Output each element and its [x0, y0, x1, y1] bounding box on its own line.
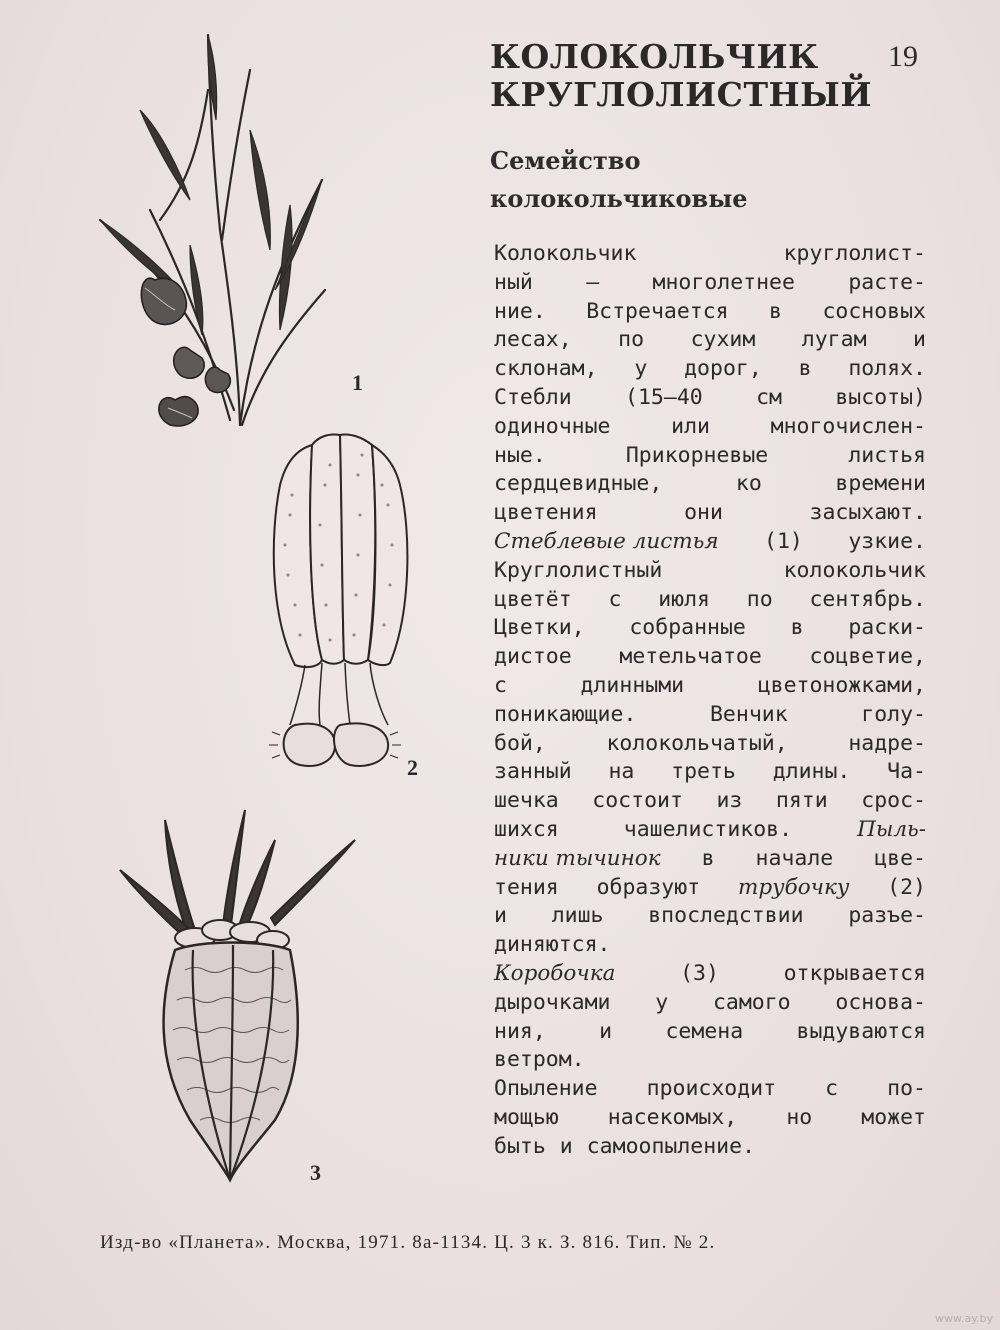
italic-term: Стеблевые листья: [494, 528, 719, 554]
word: длинными: [580, 672, 685, 698]
word: (15—40: [625, 384, 703, 410]
text-line: [494, 931, 926, 960]
word: времени: [835, 471, 926, 497]
word: Венчик: [709, 701, 788, 727]
word: пяти: [775, 788, 828, 814]
text-line: [494, 384, 926, 413]
word: (2): [887, 874, 926, 900]
text-line: [494, 240, 926, 269]
word: лугам: [801, 327, 867, 353]
italic-term: трубочку: [737, 874, 850, 900]
word: длины.: [772, 759, 851, 785]
word: см: [756, 384, 782, 410]
word: чашелистиков.: [623, 816, 793, 842]
word: шихся: [494, 816, 559, 842]
word: голу-: [861, 701, 926, 727]
italic-term: ники тычинок: [494, 845, 661, 871]
word: засыхают.: [809, 500, 926, 526]
word: ные.: [494, 442, 546, 468]
word: сентябрь.: [809, 586, 926, 612]
word: круглолист-: [783, 241, 926, 266]
family-line-1: Семейство: [490, 146, 641, 175]
text-line: [494, 845, 926, 874]
capsule-illustration: [115, 800, 365, 1190]
word: одиночные: [494, 413, 611, 439]
word: цве-: [874, 845, 926, 871]
italic-term: Коробочка: [494, 960, 616, 986]
text-line: [494, 1018, 926, 1047]
text-line: [494, 758, 926, 787]
word: многолетнее: [652, 269, 795, 295]
text-line: [494, 470, 926, 499]
word: основа-: [835, 989, 926, 1015]
description-text: [494, 240, 926, 1162]
text-line: [494, 442, 926, 471]
text-line: [494, 614, 926, 643]
family-line-2: колокольчиковые: [490, 184, 748, 213]
word: по-: [887, 1076, 926, 1102]
word: высоты): [835, 384, 926, 410]
word: полях.: [848, 356, 926, 382]
word: в: [798, 356, 812, 382]
text-line: [494, 413, 926, 442]
word: узкие.: [848, 528, 926, 554]
word: цветения: [494, 500, 598, 526]
italic-term: Пыль-: [857, 816, 926, 842]
word: Ча-: [887, 759, 926, 785]
watermark: www.ay.by: [935, 1312, 994, 1325]
word: но: [786, 1104, 813, 1130]
word: ко: [735, 471, 762, 497]
publisher-footer: Изд-во «Планета». Москва, 1971. 8а-1134. Ц. 3 к. З. 816. Тип. № 2.: [100, 1232, 716, 1253]
plant-illustration: [90, 30, 340, 430]
word: они: [684, 500, 723, 526]
word: метельчатое: [619, 644, 762, 670]
word: дорог,: [684, 356, 762, 382]
word: ный: [494, 269, 533, 295]
text-line: [494, 1046, 926, 1075]
word: ния,: [494, 1018, 546, 1044]
word: (3): [680, 960, 719, 986]
word: состоит: [592, 788, 683, 814]
word: с: [494, 672, 507, 698]
word: треть: [671, 759, 736, 785]
title-line-2: КРУГЛОЛИСТНЫЙ: [490, 75, 873, 114]
word: в: [769, 298, 782, 324]
word: самоопыление.: [586, 1133, 756, 1159]
word: начале: [755, 845, 834, 871]
word: с: [608, 586, 622, 612]
text-line: [494, 355, 926, 384]
text-line: [494, 643, 926, 672]
word: Опыление: [494, 1076, 598, 1102]
word: Стебли: [494, 384, 572, 410]
figure-label-3: 3: [310, 1160, 321, 1185]
word: —: [586, 269, 600, 295]
text-line: [494, 1133, 926, 1162]
word: надре-: [848, 730, 926, 756]
word: колокольчатый,: [606, 730, 788, 756]
word: Цветки,: [494, 615, 585, 641]
word: склонам,: [494, 356, 598, 382]
word: Колокольчик: [494, 241, 637, 266]
text-line: [494, 326, 926, 355]
word: выдуваются: [796, 1018, 926, 1044]
word: может: [861, 1104, 926, 1130]
word: по: [618, 327, 645, 353]
word: лишь: [551, 903, 604, 929]
card-number: 19: [888, 40, 918, 73]
word: ние.: [494, 298, 546, 324]
word: Круглолистный: [494, 557, 663, 583]
word: сосновых: [822, 298, 926, 324]
word: образуют: [596, 874, 701, 900]
word: соцветие,: [809, 644, 926, 670]
text-line: [494, 787, 926, 816]
word: ветром.: [494, 1047, 585, 1073]
text-line: [494, 989, 926, 1018]
text-line: [494, 298, 926, 327]
text-line: [494, 557, 926, 586]
text-line: [494, 701, 926, 730]
word: шечка: [494, 788, 559, 814]
word: или: [671, 413, 710, 439]
text-line: [494, 499, 926, 528]
word: бой,: [494, 730, 546, 756]
word: у: [655, 989, 669, 1015]
word: цветоножками,: [757, 672, 926, 698]
card-title: [490, 38, 890, 114]
text-line: [494, 960, 926, 989]
figure-label-1: 1: [352, 370, 363, 395]
word: Встречается: [586, 298, 729, 324]
text-line: [494, 1075, 926, 1104]
word: занный: [494, 759, 572, 785]
word: в: [701, 845, 715, 871]
text-line: [494, 586, 926, 615]
word: срос-: [861, 788, 926, 814]
word: сухим: [690, 327, 756, 353]
text-line: [494, 874, 926, 903]
text-line: [494, 816, 926, 845]
word: поникающие.: [494, 701, 637, 727]
word: и: [494, 903, 507, 929]
word: раски-: [848, 615, 926, 641]
word: расте-: [848, 269, 926, 295]
text-line: [494, 269, 926, 298]
word: и: [599, 1018, 613, 1044]
word: по: [746, 586, 773, 612]
word: из: [716, 788, 743, 814]
title-line-1: КОЛОКОЛЬЧИК: [490, 37, 819, 76]
word: (1): [764, 528, 803, 554]
word: собранные: [629, 615, 746, 641]
word: колокольчик: [783, 557, 926, 583]
word: у: [634, 356, 648, 382]
word: впоследствии: [648, 903, 804, 929]
word: дырочками: [494, 989, 611, 1015]
word: происходит: [646, 1076, 777, 1102]
word: тения: [494, 874, 559, 900]
word: мощью: [494, 1104, 559, 1130]
word: с: [825, 1076, 839, 1102]
word: диняются.: [494, 932, 611, 958]
word: насекомых,: [607, 1104, 738, 1130]
word: лесах,: [494, 327, 572, 353]
word: разъе-: [848, 903, 926, 929]
word: дистое: [494, 644, 572, 670]
figure-label-2: 2: [407, 755, 418, 780]
word: самого: [712, 989, 791, 1015]
word: сердцевидные,: [494, 471, 663, 497]
word: Прикорневые: [625, 442, 769, 468]
text-line: [494, 528, 926, 557]
family-heading: [490, 142, 910, 218]
text-line: [494, 730, 926, 759]
anther-tube-illustration: [250, 425, 430, 770]
word: быть: [494, 1133, 546, 1159]
word: семена: [665, 1018, 744, 1044]
word: июля: [658, 586, 710, 612]
word: и: [559, 1133, 573, 1159]
word: и: [913, 327, 926, 353]
text-line: [494, 902, 926, 931]
word: на: [608, 759, 635, 785]
word: многочислен-: [770, 413, 926, 439]
text-line: [494, 1104, 926, 1133]
word: цветёт: [494, 586, 572, 612]
text-line: [494, 672, 926, 701]
word: листья: [848, 442, 926, 468]
word: открывается: [783, 960, 926, 986]
word: в: [790, 615, 804, 641]
